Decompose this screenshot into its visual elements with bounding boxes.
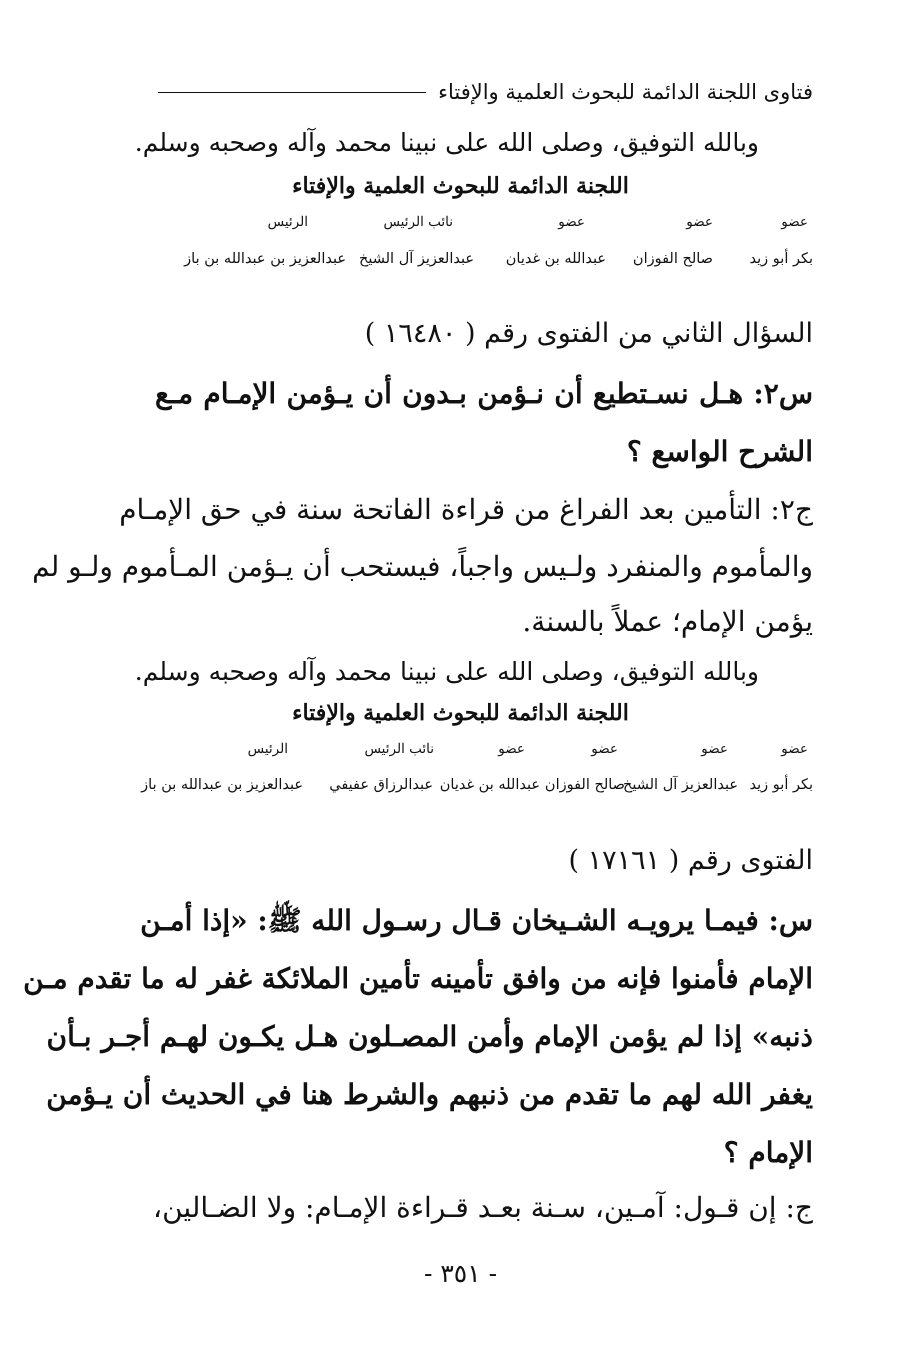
member-name: عبدالله بن غديان [505, 251, 606, 267]
question-line: ذنبه» إذا لم يؤمن الإمام وأمن المصـلون هـل يكـون لهـم أجـر بـأن [46, 1020, 813, 1053]
member-name: بكر أبو زيد [749, 251, 813, 267]
question-line: س: فيمـا يرويـه الشـيخان قـال رسـول الله ﷺ: «إذا أمـن [140, 904, 813, 937]
member-role: عضو [591, 741, 618, 757]
member-name: عبدالعزيز بن عبدالله بن باز [184, 251, 346, 267]
member-role: عضو [781, 214, 808, 230]
committee-name-2: اللجنة الدائمة للبحوث العلمية والإفتاء [292, 700, 629, 726]
fatwa-title-17161: الفتوى رقم ( ١٧١٦١ ) [568, 845, 813, 876]
member-role: نائب الرئيس [364, 741, 434, 757]
member-role: نائب الرئيس [383, 214, 453, 230]
member-name: عبدالعزيز بن عبدالله بن باز [141, 777, 303, 793]
answer-line: والمأموم والمنفرد ولـيس واجباً، فيستحب أن يـؤمن المـأموم ولـو لم [32, 550, 813, 583]
closing-text-2: وبالله التوفيق، وصلى الله على نبينا محمد وآله وصحبه وسلم. [134, 657, 759, 686]
member-name: صالح الفوزان [632, 251, 713, 267]
member-name: عبدالعزيز آل الشيخ [358, 251, 474, 267]
question-line: س٢: هـل نسـتطيع أن نـؤمن بـدون أن يـؤمن الإمـام مـع [155, 377, 813, 410]
member-role: الرئيس [247, 741, 288, 757]
member-name: صالح الفوزان [544, 777, 625, 793]
member-role: عضو [558, 214, 585, 230]
member-role: الرئيس [267, 214, 308, 230]
question-line: الإمام فأمنوا فإنه من وافق تأمينه تأمين الملائكة غفر له ما تقدم مـن [23, 962, 813, 995]
member-name: عبدالله بن غديان [439, 777, 540, 793]
member-role: عضو [498, 741, 525, 757]
page-number: - ٣٥١ - [423, 1259, 498, 1288]
question-line: يغفر الله لهم ما تقدم من ذنبهم والشرط هنا في الحديث أن يـؤمن [46, 1078, 813, 1111]
header-title: فتاوى اللجنة الدائمة للبحوث العلمية والإفتاء [438, 80, 813, 104]
member-name: بكر أبو زيد [749, 777, 813, 793]
header-rule [158, 92, 426, 93]
running-header [158, 80, 813, 104]
closing-text-1: وبالله التوفيق، وصلى الله على نبينا محمد وآله وصحبه وسلم. [134, 128, 759, 157]
question-line: الإمام ؟ [723, 1136, 813, 1169]
member-role: عضو [701, 741, 728, 757]
question-line: الشرح الواسع ؟ [626, 435, 813, 468]
member-name: عبدالرزاق عفيفي [329, 777, 433, 793]
committee-name-1: اللجنة الدائمة للبحوث العلمية والإفتاء [292, 173, 629, 199]
answer-line: ج٢: التأمين بعد الفراغ من قراءة الفاتحة سنة في حق الإمـام [119, 493, 813, 526]
fatwa-title-16480: السؤال الثاني من الفتوى رقم ( ١٦٤٨٠ ) [364, 318, 813, 349]
member-name: عبدالعزيز آل الشيخ [622, 777, 738, 793]
member-role: عضو [686, 214, 713, 230]
answer-line: ج: إن قـول: آمـين، سـنة بعـد قـراءة الإمـام: ولا الضـالين، [153, 1191, 813, 1224]
member-role: عضو [781, 741, 808, 757]
answer-line: يؤمن الإمام؛ عملاً بالسنة. [522, 605, 813, 638]
